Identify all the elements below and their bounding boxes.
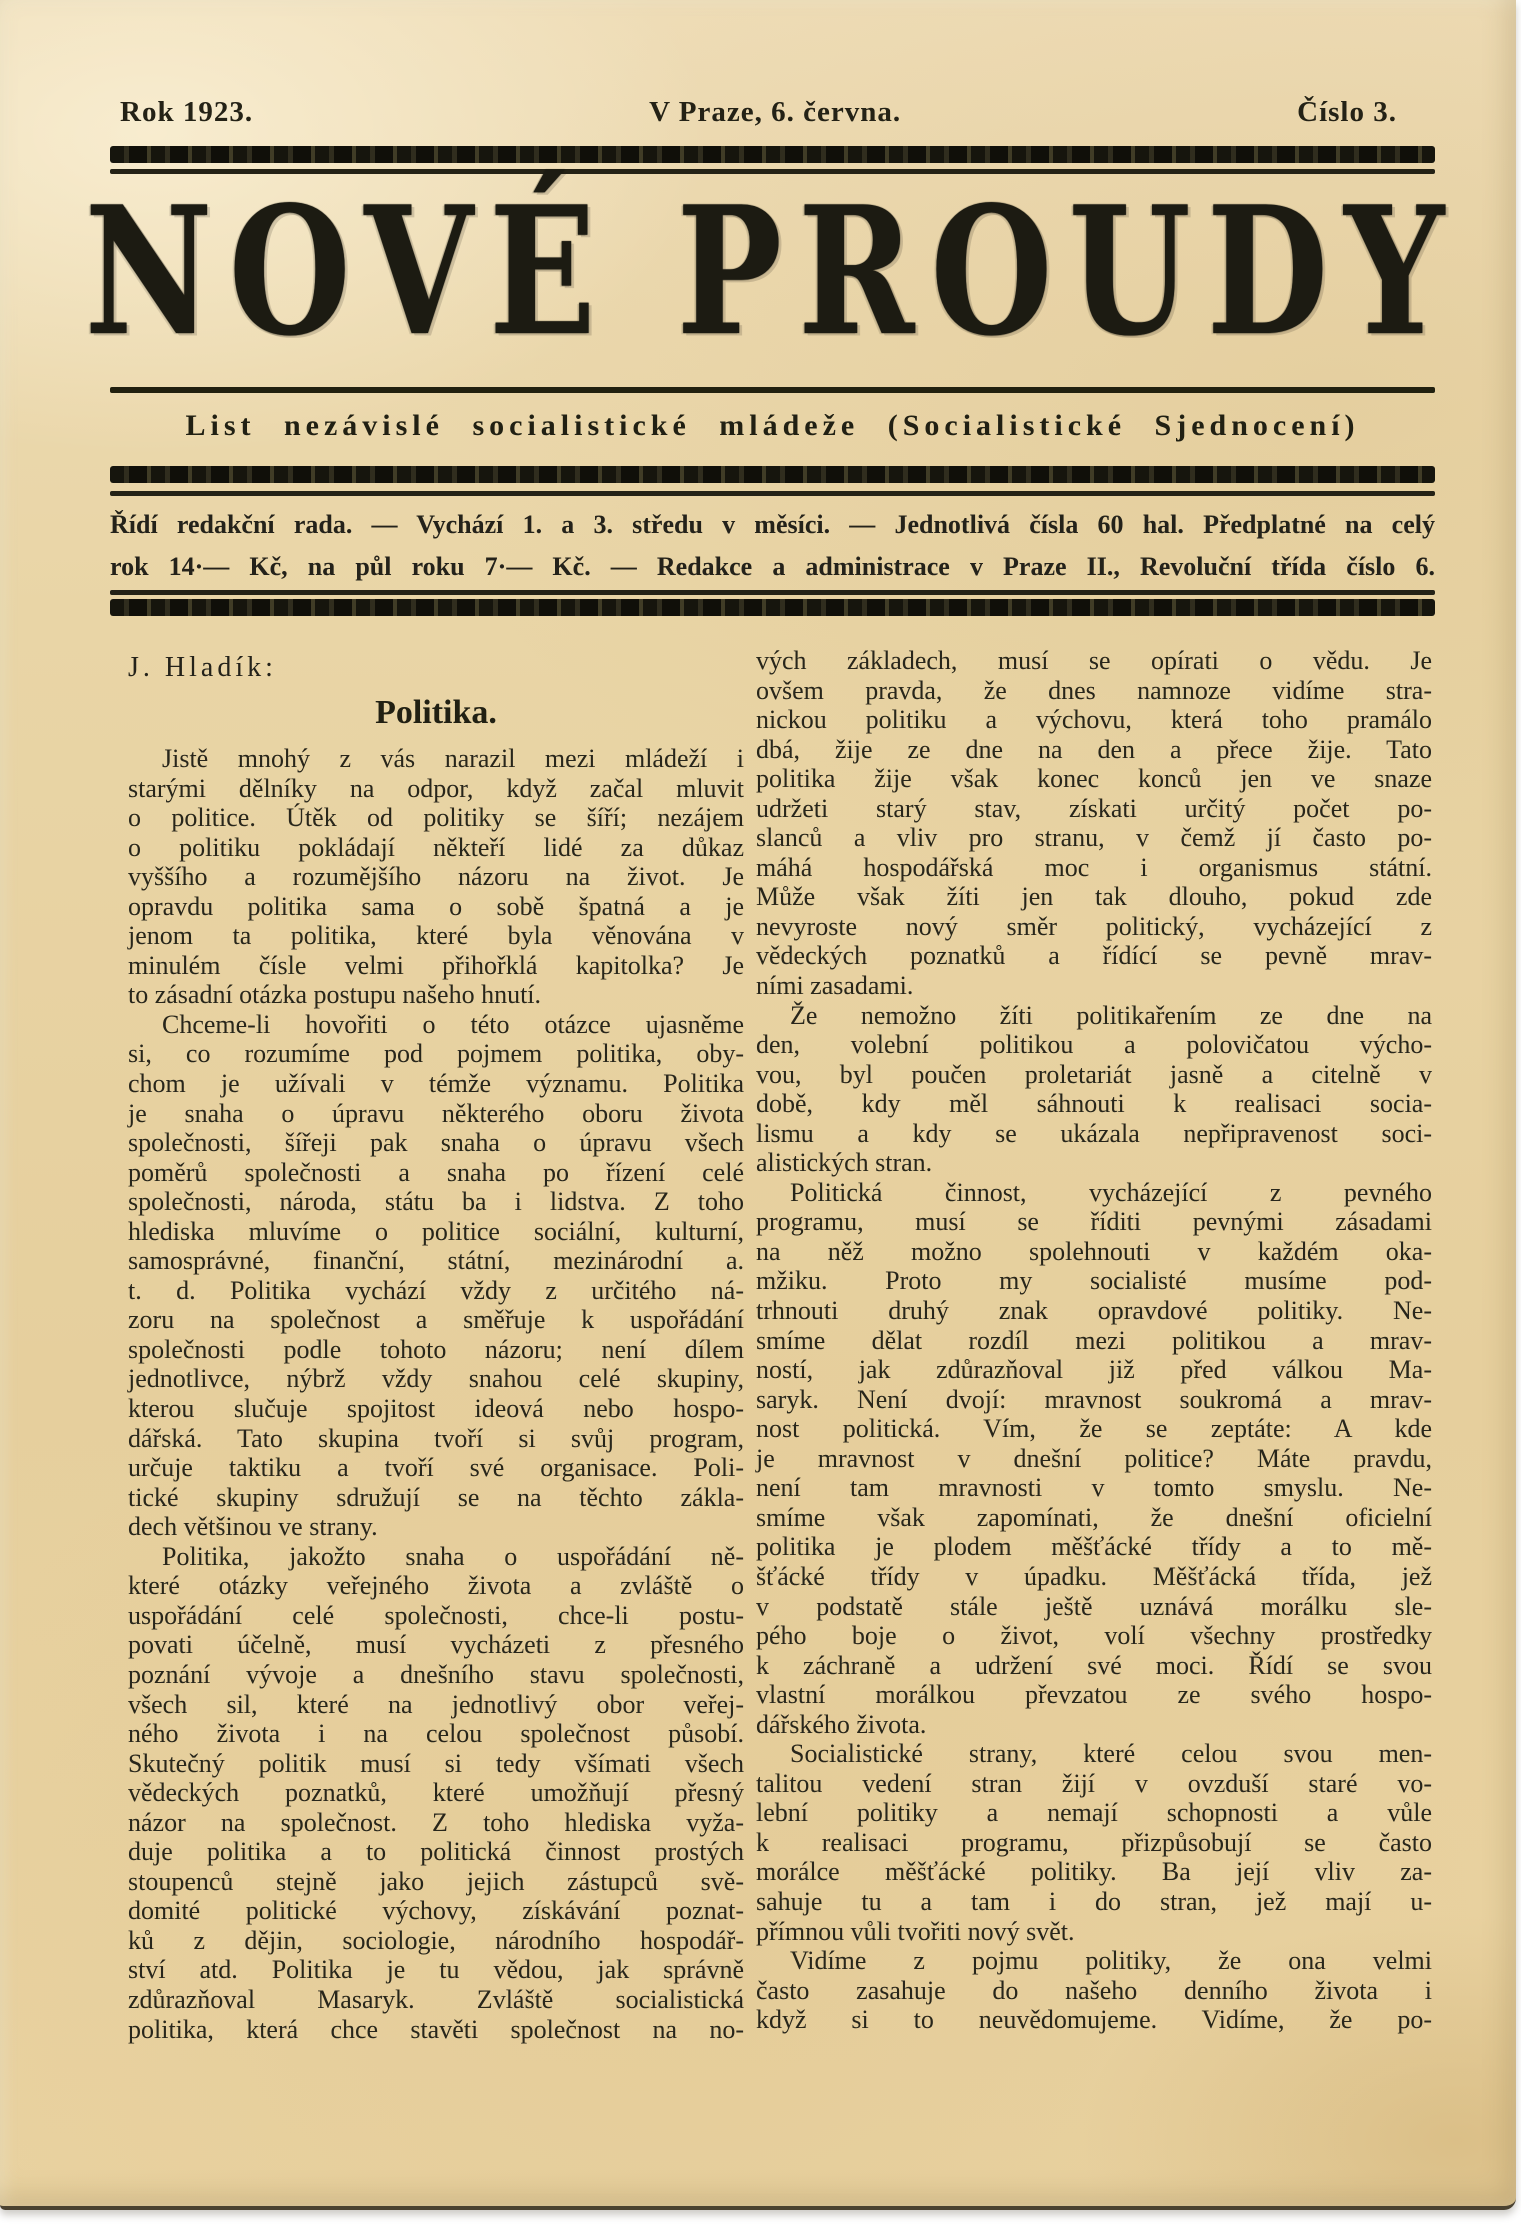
text-line: dářská. Tato skupina tvoří si svůj program, xyxy=(128,1423,744,1453)
text-line: společnosti, národa, státu ba i lidstva. Z toho xyxy=(128,1187,744,1217)
subtitle: List nezávislé socialistické mládeže (Socialistické Sjednocení) xyxy=(185,409,1360,442)
text-line: době, kdy měl sáhnouti k realisaci socia- xyxy=(756,1089,1432,1119)
text-line: vyššího a rozumějšího názoru na život. Je xyxy=(128,862,744,892)
text-line: zoru na společnost a směřuje k uspořádání xyxy=(128,1305,744,1335)
text-line: ného života i na celou společnost působí. xyxy=(128,1719,744,1749)
text-line: přímnou vůli tvořiti nový svět. xyxy=(756,1916,1075,1946)
text-line: k realisaci programu, přizpůsobují se často xyxy=(756,1827,1432,1857)
imprint-line-1: Řídí redakční rada. — Vychází 1. a 3. středu v měsíci. — Jednotlivá čísla 60 hal. Předplatné na celý xyxy=(110,510,1435,539)
text-line: politika, která chce stavěti společnost na no- xyxy=(128,2014,744,2044)
text-line: na něž možno spolehnouti v každém oka- xyxy=(756,1236,1432,1266)
text-line: chom je užívali v témže významu. Politika xyxy=(128,1069,744,1099)
text-line: opravdu politika sama o sobě špatná a je xyxy=(128,891,744,921)
text-line: ství atd. Politika je tu vědou, jak správně xyxy=(128,1955,744,1985)
year-label: Rok 1923. xyxy=(120,96,254,128)
masthead-title: NOVÉ PROUDY xyxy=(84,168,1461,376)
text-line: stoupenců stejně jako jejich zástupců svě- xyxy=(128,1866,744,1896)
text-line: je mravnost v dnešní politice? Máte pravdu, xyxy=(756,1443,1432,1473)
text-line: Chceme-li hovořiti o této otázce ujasněme xyxy=(162,1009,744,1039)
text-line: je snaha o úpravu některého oboru života xyxy=(128,1098,744,1128)
text-line: politika žije však konec konců jen ve snaze xyxy=(756,764,1432,794)
text-line: Politika, jakožto snaha o uspořádání ně- xyxy=(162,1541,744,1571)
text-line: určuje taktiku a tvoří své organisace. Poli- xyxy=(128,1453,744,1483)
text-line: šťácké třídy v úpadku. Měšťácká třída, jež xyxy=(756,1561,1432,1591)
text-line: máhá hospodářská moc i organismus státní. xyxy=(756,852,1432,882)
text-line: zdůrazňoval Masaryk. Zvláště socialistická xyxy=(128,1984,744,2014)
text-line: když si to neuvědomujeme. Vidíme, že po- xyxy=(756,2005,1432,2035)
text-line: duje politika a to politická činnost prostých xyxy=(128,1837,744,1867)
text-line: v podstatě stále ještě uznává morálku sle- xyxy=(756,1591,1432,1621)
divider-thick-article xyxy=(110,599,1435,616)
text-line: alistických stran. xyxy=(756,1148,933,1178)
text-line: slanců a vliv pro stranu, v čemž jí často po- xyxy=(756,823,1432,853)
article-column-right xyxy=(756,646,1432,2044)
text-line: sahuje tu a tam i do stran, jež mají u- xyxy=(756,1886,1432,1916)
text-line: smíme však zapomínati, že dnešní oficielní xyxy=(756,1502,1432,1532)
text-line: kterou slučuje spojitost ideová nebo hospo- xyxy=(128,1394,744,1424)
issue-header xyxy=(110,96,1435,130)
text-line: společnosti podle tohoto názoru; není dílem xyxy=(128,1334,744,1364)
text-line: k záchraně a udržení své moci. Řídí se svou xyxy=(756,1650,1432,1680)
text-line: často zasahuje do našeho denního života i xyxy=(756,1975,1432,2005)
text-line: udržeti starý stav, získati určitý počet po- xyxy=(756,793,1432,823)
text-line: starými dělníky na odpor, když začal mluvit xyxy=(128,773,744,803)
text-line: mžiku. Proto my socialisté musíme pod- xyxy=(756,1266,1432,1296)
divider-thin-subtitle xyxy=(110,491,1435,496)
text-line: Skutečný politik musí si tedy všímati všech xyxy=(128,1748,744,1778)
text-line: domité politické výchovy, získávání poznat- xyxy=(128,1896,744,1926)
text-line: poměrů společnosti a snaha po řízení celé xyxy=(128,1157,744,1187)
text-line: t. d. Politika vychází vždy z určitého ná- xyxy=(128,1275,744,1305)
text-line: vých základech, musí se opírati o vědu. Je xyxy=(756,646,1432,675)
text-line: to zásadní otázka postupu našeho hnutí. xyxy=(128,980,542,1010)
text-line: ků z dějin, sociologie, národního hospodář- xyxy=(128,1925,744,1955)
text-line: ními zasadami. xyxy=(756,971,914,1001)
text-line: lismu a kdy se ukázala nepřipravenost soci- xyxy=(756,1118,1432,1148)
text-line: dbá, žije ze dne na den a přece žije. Tato xyxy=(756,734,1432,764)
text-line: nevyroste nový směr politický, vycházející z xyxy=(756,911,1432,941)
text-line: uspořádání celé společnosti, chce-li postu- xyxy=(128,1600,744,1630)
text-line: pého boje o život, volí všechny prostředky xyxy=(756,1621,1432,1651)
text-line: samosprávné, finanční, státní, mezinárodní a. xyxy=(128,1246,744,1276)
page-content xyxy=(84,0,1461,2044)
text-line: Může však žíti jen tak dlouho, pokud zde xyxy=(756,882,1432,912)
text-line: morálce měšťácké politiky. Ba její vliv za- xyxy=(756,1857,1432,1887)
imprint-line-2: rok 14·— Kč, na půl roku 7·— Kč. — Redakce a administrace v Praze II., Revoluční třída číslo 6. xyxy=(110,552,1435,581)
article-author: J. Hladík: xyxy=(128,652,277,683)
text-line: den, volební politikou a polovičatou výcho- xyxy=(756,1030,1432,1060)
text-line: trhnouti druhý znak opravdové politiky. Ne- xyxy=(756,1296,1432,1326)
text-line: si, co rozumíme pod pojmem politika, oby- xyxy=(128,1039,744,1069)
text-line: které otázky veřejného života a zvláště o xyxy=(128,1571,744,1601)
text-line: talitou vedení stran žijí v ovzduší staré vo- xyxy=(756,1768,1432,1798)
text-line: lební politiky a nemají schopnosti a vůle xyxy=(756,1798,1432,1828)
imprint-block xyxy=(110,504,1435,588)
text-line: poznání vývoje a dnešního stavu společnosti, xyxy=(128,1659,744,1689)
article-title: Politika. xyxy=(375,694,497,731)
text-line: smíme dělat rozdíl mezi politikou a mrav- xyxy=(756,1325,1432,1355)
text-line: politika je plodem měšťácké třídy a to mě- xyxy=(756,1532,1432,1562)
text-line: Politická činnost, vycházející z pevného xyxy=(790,1177,1432,1207)
text-line: jednotlivce, nýbrž vždy snahou celé skupiny, xyxy=(128,1364,744,1394)
text-line: nickou politiku a výchovu, která toho pramálo xyxy=(756,705,1432,735)
article-column-left xyxy=(128,646,744,2044)
text-line: společnosti, šířeji pak snaha o úpravu všech xyxy=(128,1128,744,1158)
text-line: povati účelně, musí vycházeti z přesného xyxy=(128,1630,744,1660)
text-line: nost politická. Vím, že se zeptáte: A kde xyxy=(756,1414,1432,1444)
text-line: všech sil, které na jednotlivý obor veřej- xyxy=(128,1689,744,1719)
text-line: minulém čísle velmi přihořklá kapitolka? Je xyxy=(128,950,744,980)
text-line: není tam mravnosti v tomto smyslu. Ne- xyxy=(756,1473,1432,1503)
text-line: ností, jak zdůrazňoval již před válkou Ma- xyxy=(756,1355,1432,1385)
text-line: tické skupiny sdružují se na těchto zákla- xyxy=(128,1482,744,1512)
text-line: o politiku pokládají někteří lidé za důkaz xyxy=(128,832,744,862)
text-line: Jistě mnohý z vás narazil mezi mládeží i xyxy=(162,744,744,773)
text-line: hlediska mluvíme o politice sociální, kulturní, xyxy=(128,1216,744,1246)
text-line: Že nemožno žíti politikařením ze dne na xyxy=(790,1000,1432,1030)
text-line: vou, byl poučen proletariát jasně a citelně v xyxy=(756,1059,1432,1089)
text-line: vlastní morálkou převzatou ze svého hospo- xyxy=(756,1680,1432,1710)
text-line: vědeckých poznatků a řídící se pevně mrav- xyxy=(756,941,1432,971)
place-date-label: V Praze, 6. června. xyxy=(649,96,902,128)
text-line: názor na společnost. Z toho hlediska vyža- xyxy=(128,1807,744,1837)
article-body xyxy=(128,646,1435,2044)
text-line: dech většinou ve strany. xyxy=(128,1512,378,1542)
text-line: saryk. Není dvojí: mravnost soukromá a mrav- xyxy=(756,1384,1432,1414)
text-line: vědeckých poznatků, které umožňují přesný xyxy=(128,1778,744,1808)
text-line: Socialistické strany, které celou svou men- xyxy=(790,1739,1432,1769)
issue-number-label: Číslo 3. xyxy=(1297,96,1397,128)
text-line: o politice. Útěk od politiky se šíří; nezájem xyxy=(128,803,744,833)
text-line: jenom ta politika, které byla věnována v xyxy=(128,921,744,951)
text-line: dářského života. xyxy=(756,1709,927,1739)
divider-thick-subtitle xyxy=(110,466,1435,483)
text-line: Vidíme z pojmu politiky, že ona velmi xyxy=(790,1946,1432,1976)
text-line: ovšem pravda, že dnes namnoze vidíme stra- xyxy=(756,675,1432,705)
text-line: programu, musí se říditi pevnými zásadami xyxy=(756,1207,1432,1237)
divider-thin-article xyxy=(110,590,1435,595)
